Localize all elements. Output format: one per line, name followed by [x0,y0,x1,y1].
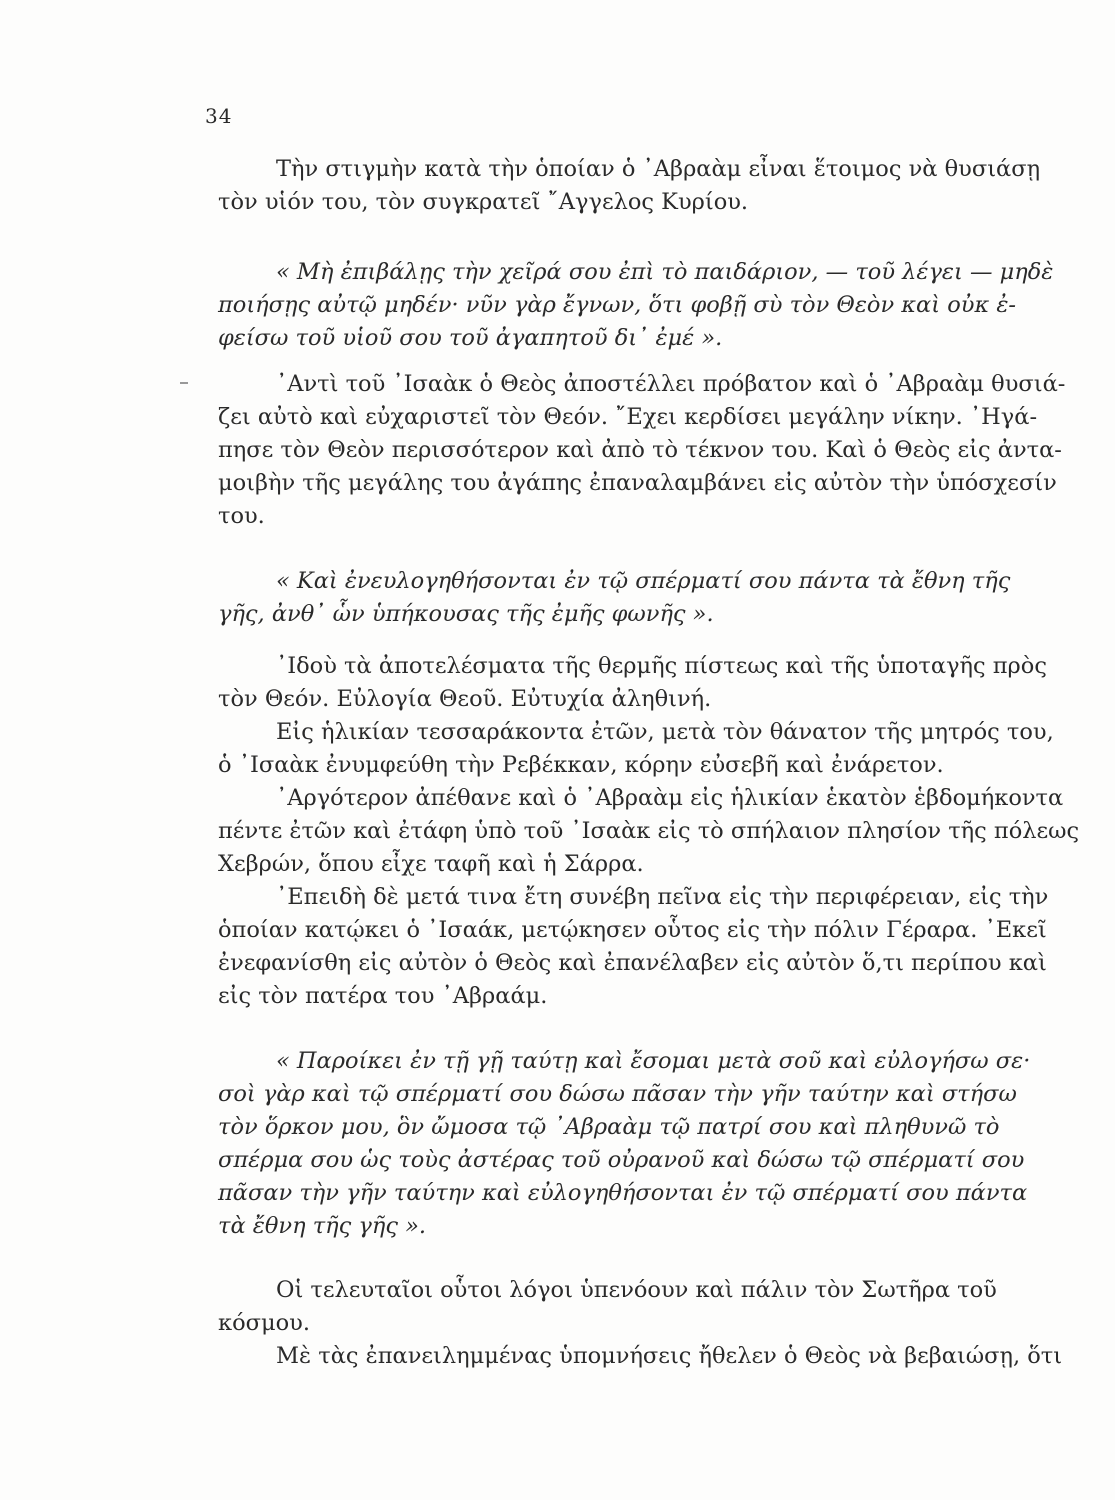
text-line: του. [218,503,265,529]
text-line: πέντε ἐτῶν καὶ ἐτάφη ὑπὸ τοῦ ᾿Ισαὰκ εἰς τὸ σπήλαιον πλησίον τῆς πόλεως [218,818,1080,844]
text-line: Μὲ τὰς ἐπανειλημμένας ὑπομνήσεις ἤθελεν ὁ Θεὸς νὰ βεβαιώσῃ, ὅτι [276,1343,1063,1369]
text-line: Χεβρών, ὅπου εἶχε ταφῆ καὶ ἡ Σάρρα. [218,851,644,877]
text-line: σπέρμα σου ὡς τοὺς ἀστέρας τοῦ οὐρανοῦ καὶ δώσω τῷ σπέρματί σου [218,1147,1025,1173]
paragraph-6 [218,716,1054,782]
paragraph-5 [218,650,1047,716]
text-line: « Παροίκει ἐν τῇ γῇ ταύτῃ καὶ ἔσομαι μετὰ σοῦ καὶ εὐλογήσω σε· [276,1048,1031,1074]
text-line: κόσμου. [218,1310,310,1336]
paragraph-7 [218,782,1080,881]
text-line: φείσω τοῦ υἱοῦ σου τοῦ ἀγαπητοῦ δι᾿ ἐμέ ». [218,325,723,351]
quote-paragraph-4 [218,565,1016,631]
text-line: ὁ ᾿Ισαὰκ ἐνυμφεύθη τὴν Ρεβέκκαν, κόρην εὐσεβῆ καὶ ἐνάρετον. [218,752,944,778]
quote-paragraph-2 [218,256,1054,355]
text-line: πᾶσαν τὴν γῆν ταύτην καὶ εὐλογηθήσονται ἐν τῷ σπέρματί σου πάντα [218,1180,1028,1206]
text-line: πησε τὸν Θεὸν περισσότερον καὶ ἀπὸ τὸ τέκνον του. Καὶ ὁ Θεὸς εἰς ἀντα- [218,437,1062,463]
text-line: ᾿Ιδοὺ τὰ ἀποτελέσματα τῆς θερμῆς πίστεως καὶ τῆς ὑποταγῆς πρὸς [276,653,1047,679]
paragraph-10 [218,1274,1016,1340]
print-speck [180,382,188,384]
text-line: ἐνεφανίσθη εἰς αὐτὸν ὁ Θεὸς καὶ ἐπανέλαβεν εἰς αὐτὸν ὅ,τι περίπου καὶ [218,950,1047,976]
text-line: τὸν ὅρκον μου, ὃν ὤμοσα τῷ ᾿Αβραὰμ τῷ πατρί σου καὶ πληθυνῶ τὸ [218,1114,1000,1140]
paragraph-1 [218,153,1041,219]
text-line: τὸν Θεόν. Εὐλογία Θεοῦ. Εὐτυχία ἀληθινή. [218,686,712,712]
text-line: Οἱ τελευταῖοι οὗτοι λόγοι ὑπενόουν καὶ πάλιν τὸν Σωτῆρα τοῦ [276,1277,997,1303]
text-line: ποιήσῃς αὐτῷ μηδέν· νῦν γὰρ ἔγνων, ὅτι φοβῇ σὺ τὸν Θεὸν καὶ οὐκ ἐ- [218,292,1017,318]
text-line: ᾿Επειδὴ δὲ μετά τινα ἔτη συνέβη πεῖνα εἰς τὴν περιφέρειαν, εἰς τὴν [276,884,1049,910]
text-line: μοιβὴν τῆς μεγάλης του ἀγάπης ἐπαναλαμβάνει εἰς αὐτὸν τὴν ὑπόσχεσίν [218,470,1057,496]
text-line: « Μὴ ἐπιβάλῃς τὴν χεῖρά σου ἐπὶ τὸ παιδάριον, — τοῦ λέγει — μηδὲ [276,259,1054,285]
text-line: σοὶ γὰρ καὶ τῷ σπέρματί σου δώσω πᾶσαν τὴν γῆν ταύτην καὶ στήσω [218,1081,1017,1107]
paragraph-8 [218,881,1049,1013]
text-line: ζει αὐτὸ καὶ εὐχαριστεῖ τὸν Θεόν. ῎Εχει κερδίσει μεγάλην νίκην. ᾿Ηγά- [218,404,1038,430]
text-line: ᾿Αργότερον ἀπέθανε καὶ ὁ ᾿Αβραὰμ εἰς ἡλικίαν ἑκατὸν ἑβδομήκοντα [276,785,1064,811]
text-line: τὸν υἱόν του, τὸν συγκρατεῖ ῎Αγγελος Κυρίου. [218,189,749,215]
text-line: « Καὶ ἐνευλογηθήσονται ἐν τῷ σπέρματί σου πάντα τὰ ἔθνη τῆς [276,568,1011,594]
text-line: γῆς, ἀνθ᾿ ὧν ὑπήκουσας τῆς ἐμῆς φωνῆς ». [218,601,714,627]
page-number: 34 [205,104,233,128]
text-line: εἰς τὸν πατέρα του ᾿Αβραάμ. [218,983,548,1009]
quote-paragraph-9 [218,1045,1031,1243]
text-line: Τὴν στιγμὴν κατὰ τὴν ὁποίαν ὁ ᾿Αβραὰμ εἶναι ἕτοιμος νὰ θυσιάσῃ [276,156,1041,182]
text-line: ὁποίαν κατῴκει ὁ ᾿Ισαάκ, μετῴκησεν οὗτος εἰς τὴν πόλιν Γέραρα. ᾿Εκεῖ [218,917,1047,943]
text-line: ᾿Αντὶ τοῦ ᾿Ισαὰκ ὁ Θεὸς ἀποστέλλει πρόβατον καὶ ὁ ᾿Αβραὰμ θυσιά- [276,371,1066,397]
paragraph-11 [218,1340,1063,1373]
text-line: τὰ ἔθνη τῆς γῆς ». [218,1213,427,1239]
paragraph-3 [218,368,1066,533]
text-line: Εἰς ἡλικίαν τεσσαράκοντα ἐτῶν, μετὰ τὸν θάνατον τῆς μητρός του, [276,719,1054,745]
